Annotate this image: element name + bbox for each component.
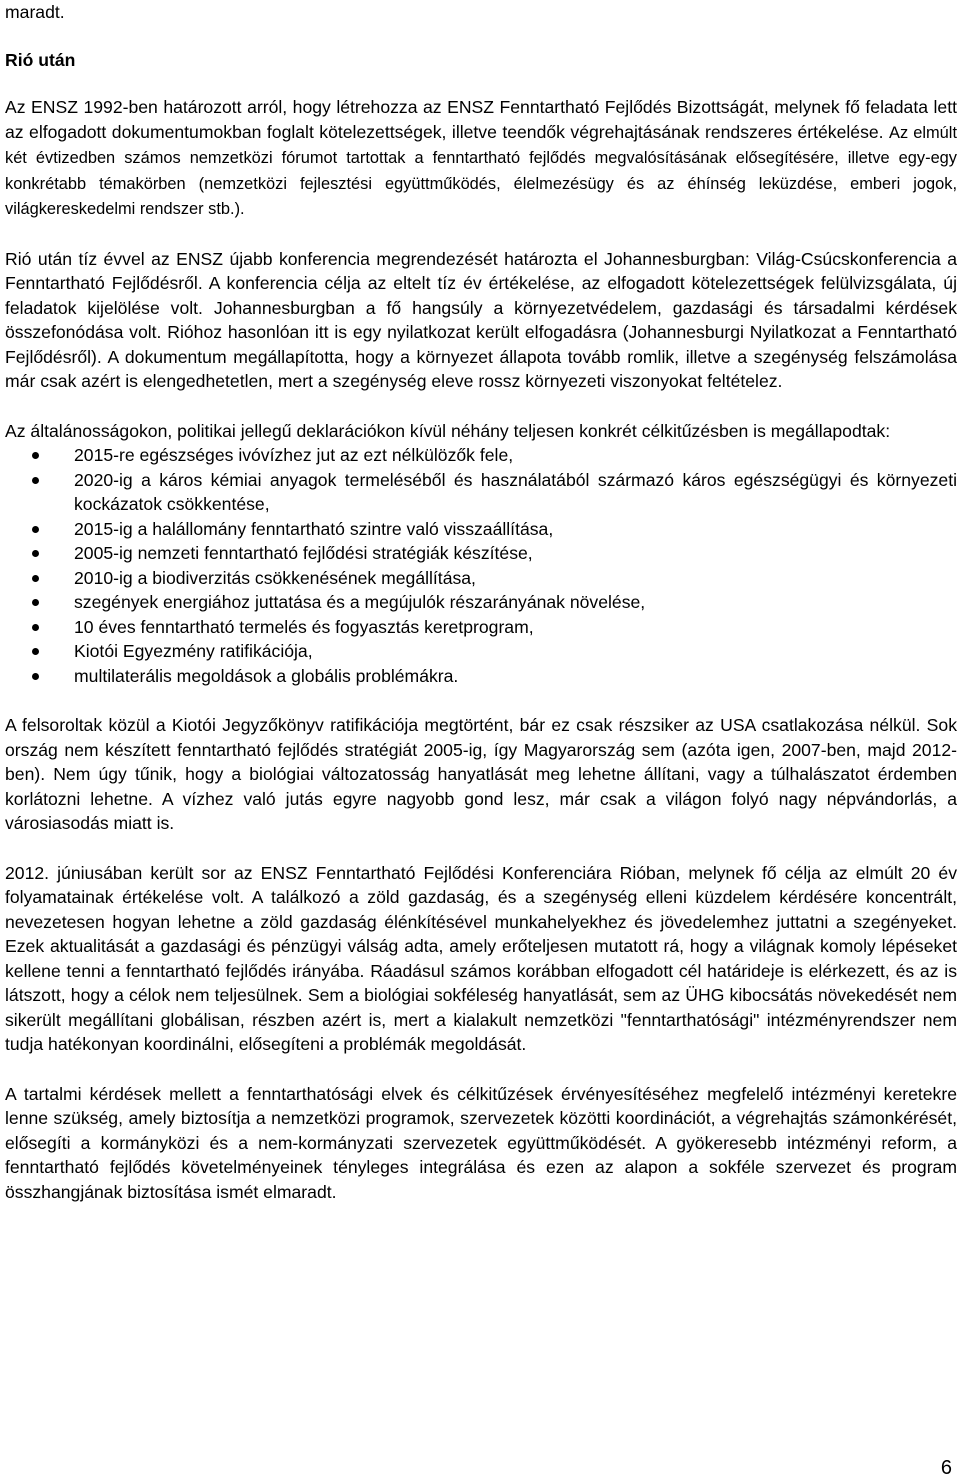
bullet-icon <box>32 575 39 582</box>
list-item: 2020-ig a káros kémiai anyagok termeléséből és használatából származó káros egészségügyi és környezeti kockázatok csökkentése, <box>5 468 957 517</box>
bullet-icon <box>32 477 39 484</box>
list-item: szegények energiához juttatása és a megújulók részarányának növelése, <box>5 590 957 615</box>
paragraph-1-part-b: Az elmúlt két évtizedben számos nemzetközi fórumot tartottak a fenntartható fejlődés megvalósításának elősegítésére, illetve egy-egy konkrétabb témakörben (nemzetközi fejlesztési együttműködés, élelmezésügy és az éhínség leküzdése, emberi jogok, világkereskedelmi rendszer stb.). <box>5 123 957 218</box>
page-number: 6 <box>940 1456 952 1479</box>
bullet-icon <box>32 599 39 606</box>
goals-list <box>5 443 957 688</box>
paragraph-6: A tartalmi kérdések mellett a fenntarthatósági elvek és célkitűzések érvényesítéséhez megfelelő intézményi keretekre lenne szükség, amely biztosítja a nemzetközi programok, szervezetek közötti koordinációt, a végrehajtás számonkérését, elősegíti a kormányközi és a nem-kormányzati szervezetek együttműködését. A gyökeresebb intézményi reform, a fenntartható fejlődés követelményeinek tényleges integrálása és ezen az alapon a sokféle szervezet és program összhangjának biztosítása ismét elmaradt. <box>5 1083 957 1202</box>
bullet-icon <box>32 452 39 459</box>
list-item: 2015-ig a halállomány fenntartható szintre való visszaállítása, <box>5 517 957 542</box>
document-body <box>5 0 957 1204</box>
bullet-icon <box>32 550 39 557</box>
list-item: Kiotói Egyezmény ratifikációja, <box>5 639 957 664</box>
bullet-icon <box>32 673 39 680</box>
bullet-icon <box>32 648 39 655</box>
list-item: 2005-ig nemzeti fenntartható fejlődési stratégiák készítése, <box>5 541 957 566</box>
paragraph-1-part-a: Az ENSZ 1992-ben határozott arról, hogy létrehozza az ENSZ Fenntartható Fejlődés Bizottságát, melynek fő feladata lett az elfogadott dokumentumokban foglalt kötelezettségek, illetve teendők végrehajtásának rendszeres értékelése. <box>5 97 957 142</box>
list-item: 2010-ig a biodiverzitás csökkenésének megállítása, <box>5 566 957 591</box>
paragraph-1 <box>5 95 957 222</box>
paragraph-3: Az általánosságokon, politikai jellegű deklarációkon kívül néhány teljesen konkrét célkitűzésben is megállapodtak: <box>5 420 891 441</box>
top-fragment: maradt. <box>5 2 65 22</box>
paragraph-4: A felsoroltak közül a Kiotói Jegyzőkönyv ratifikációja megtörtént, bár ez csak részsiker az USA csatlakozása nélkül. Sok ország nem készített fenntartható fejlődés stratégiát 2005-ig, így Magyarország sem (azóta igen, 2007-ben, majd 2012-ben). Nem úgy tűnik, hogy a biológiai változatosság hanyatlását meg lehetne állítani, vagy a túlhalászatot érdemben korlátozni lehetne. A vízhez való jutás egyre nagyobb gond lesz, már csak a világon folyó nagy népvándorlás, a városiasodás miatt is. <box>5 715 957 833</box>
list-item: 2015-re egészséges ivóvízhez jut az ezt nélkülözők fele, <box>5 443 957 468</box>
section-heading: Rió után <box>5 49 76 70</box>
paragraph-2: Rió után tíz évvel az ENSZ újabb konferencia megrendezését határozta el Johannesburgban: Világ-Csúcskonferencia a Fenntartható Fejlődésről. A konferencia célja az eltelt tíz év értékelése, az elfogadott kötelezettségek felülvizsgálata, új feladatok kijelölése volt. Johannesburgban a fő hangsúly a környezetvédelem, gazdasági és társadalmi kérdések összefonódása volt. Rióhoz hasonlóan itt is egy nyilatkozat került elfogadásra (Johannesburgi Nyilatkozat a Fenntartható Fejlődésről). A dokumentum megállapította, hogy a környezet állapota tovább romlik, illetve a szegénység felszámolása már csak azért is elengedhetetlen, mert a szegénység eleve rossz környezeti viszonyokat feltételez. <box>5 248 957 391</box>
bullet-icon <box>32 526 39 533</box>
paragraph-5: 2012. júniusában került sor az ENSZ Fenntartható Fejlődési Konferenciára Rióban, melynek fő célja az elmúlt 20 év folyamatainak értékelése volt. A találkozó a zöld gazdaság, és a szegénység elleni küzdelem kérdésére koncentrált, nevezetesen hogyan lehetne a zöld gazdaság élénkítésével munkahelyekhez és jövedelemhez juttatni a szegényeket. Ezek aktualitását a gazdasági és pénzügyi válság adta, amely erőteljesen mutatott rá, hogy a világnak komoly lépéseket kellene tenni a fenntartható fejlődés irányába. Ráadásul számos korábban elfogadott cél határideje is elérkezett, és az is látszott, hogy a célok nem teljesülnek. Sem a biológiai sokféleség hanyatlását, sem az ÜHG kibocsátás növekedését nem sikerült megállítani globálisan, részben azért is, mert a kialakult nemzetközi "fenntarthatósági" intézményrendszer nem tudja hatékonyan koordinálni, elősegíteni a problémák megoldását. <box>5 862 957 1054</box>
bullet-icon <box>32 624 39 631</box>
list-item: multilaterális megoldások a globális problémákra. <box>5 664 957 689</box>
list-item: 10 éves fenntartható termelés és fogyasztás keretprogram, <box>5 615 957 640</box>
